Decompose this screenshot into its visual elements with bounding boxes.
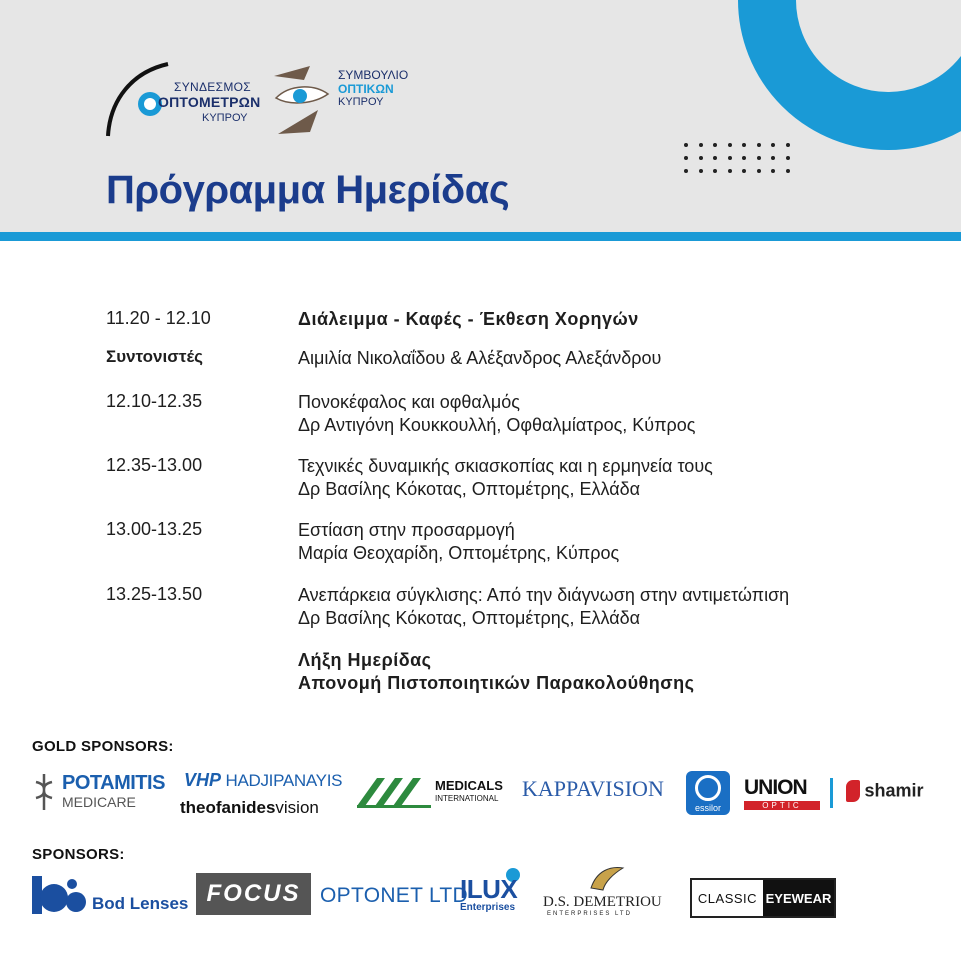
focus-name: FOCUS [206,880,301,907]
focus-logo [196,873,311,915]
schedule-line [298,584,789,630]
classic-eyewear-logo [690,878,836,918]
union-sub: OPTIC [744,801,820,810]
dot [684,169,688,173]
shamir-name: shamir [864,780,924,801]
dot [713,156,717,160]
decorative-dots [684,143,800,173]
dot [786,156,790,160]
talk-title: Τεχνικές δυναμικής σκιασκοπίας και η ερμηνεία τους [298,456,713,476]
separator [830,778,833,808]
bod-lenses-logo [32,874,192,918]
shamir-logo [846,780,923,802]
demetriou-logo [543,864,675,920]
logo1-line3: ΚΥΠΡΟΥ [202,112,248,124]
dot [786,169,790,173]
page-title: Πρόγραμμα Ημερίδας [106,168,510,212]
schedule-line [298,455,713,501]
ilux-name: ILUX [460,874,518,904]
bod-mark-icon [32,874,88,916]
logo1-line1: ΣΥΝΔΕΣΜΟΣ [174,80,251,94]
essilor-e-icon [695,775,721,801]
schedule-time: 12.10-12.35 [106,391,203,411]
dot [742,143,746,147]
schedule-time: 13.25-13.50 [106,584,203,604]
theofanides-bold: theofanides [180,798,276,817]
talk-title: Ανεπάρκεια σύγκλισης: Από την διάγνωση στην αντιμετώπιση [298,585,790,605]
schedule-line [298,391,695,437]
union-logo [744,776,820,812]
dot [728,143,732,147]
dot [699,156,703,160]
dot [757,143,761,147]
classic-right: EYEWEAR [763,880,834,916]
dot [757,169,761,173]
demetriou-emblem-icon [587,864,627,892]
dot [742,169,746,173]
classic-left: CLASSIC [692,880,763,916]
dot [684,143,688,147]
talk-speaker: Δρ Βασίλης Κόκοτας, Οπτομέτρης, Ελλάδα [298,479,641,499]
medicals-logo [357,776,513,810]
essilor-logo [686,771,730,815]
potamitis-name: POTAMITIS [62,772,165,794]
dot [699,143,703,147]
medicals-sub: INTERNATIONAL [435,794,499,803]
council-logo [270,62,420,142]
theofanides-logo [180,798,319,818]
schedule-time: 11.20 - 12.10 [106,308,211,328]
schedule-time: Συντονιστές [106,347,203,366]
dot [742,156,746,160]
optonet-logo: OPTONET LTD [320,884,468,907]
kappavision-logo: KAPPAVISION [522,776,664,801]
logo1-line2: ΟΠΤΟΜΕΤΡΩΝ [158,94,261,110]
talk-speaker: Μαρία Θεοχαρίδη, Οπτομέτρης, Κύπρος [298,543,620,563]
talk-speaker: Δρ Βασίλης Κόκοτας, Οπτομέτρης, Ελλάδα [298,608,641,628]
theofanides-light: vision [275,798,319,817]
sponsors-label: SPONSORS: [32,846,125,863]
closing-line: Λήξη Ημερίδας [298,650,432,670]
talk-title: Πονοκέφαλος και οφθαλμός [298,392,520,412]
dot [757,156,761,160]
medicals-name: MEDICALS [435,778,503,793]
medicals-mark-icon [357,776,431,808]
vhp-name: HADJIPANAYIS [225,771,343,790]
union-name: UNION [744,776,807,799]
potamitis-logo [32,772,172,816]
dot [728,156,732,160]
council-eye-icon [270,62,334,142]
demetriou-sub: ENTERPRISES LTD [547,911,632,917]
essilor-name: essilor [694,803,721,813]
association-logo [102,60,262,140]
talk-speaker: Δρ Αντιγόνη Κουκκουλλή, Οφθαλμίατρος, Κύπρος [298,415,696,435]
header-banner [0,0,961,232]
logo2-line3: ΚΥΠΡΟΥ [338,96,384,108]
dot [771,156,775,160]
vhp-logo [184,770,354,790]
talk-title: Εστίαση στην προσαρμογή [298,520,515,540]
gold-sponsors-label: GOLD SPONSORS: [32,738,174,755]
schedule-line [298,519,619,565]
dot [713,143,717,147]
dot [771,143,775,147]
ilux-logo [460,868,526,916]
demetriou-name: D.S. DEMETRIOU [543,894,662,910]
schedule-line: Διάλειμμα - Καφές - Έκθεση Χορηγών [298,309,639,329]
dot [713,169,717,173]
schedule-line [298,649,694,695]
bod-name: Bod Lenses [92,894,189,913]
potamitis-sub: MEDICARE [62,794,136,810]
schedule-time: 12.35-13.00 [106,455,203,475]
ilux-sub: Enterprises [460,902,516,913]
caduceus-icon [32,772,56,812]
shamir-s-icon [846,780,860,802]
dot [728,169,732,173]
dot [771,169,775,173]
accent-divider [0,232,961,241]
vhp-mark: VHP [184,770,222,790]
logo2-line1: ΣΥΜΒΟΥΛΙΟ [338,68,409,82]
schedule-line: Αιμιλία Νικολαΐδου & Αλέξανδρος Αλεξάνδρου [298,348,662,368]
closing-line: Απονομή Πιστοποιητικών Παρακολούθησης [298,673,695,693]
logo2-line2: ΟΠΤΙΚΩΝ [338,82,394,96]
dot [684,156,688,160]
dot [786,143,790,147]
schedule-time: 13.00-13.25 [106,519,203,539]
dot [699,169,703,173]
decorative-ring [738,0,961,150]
